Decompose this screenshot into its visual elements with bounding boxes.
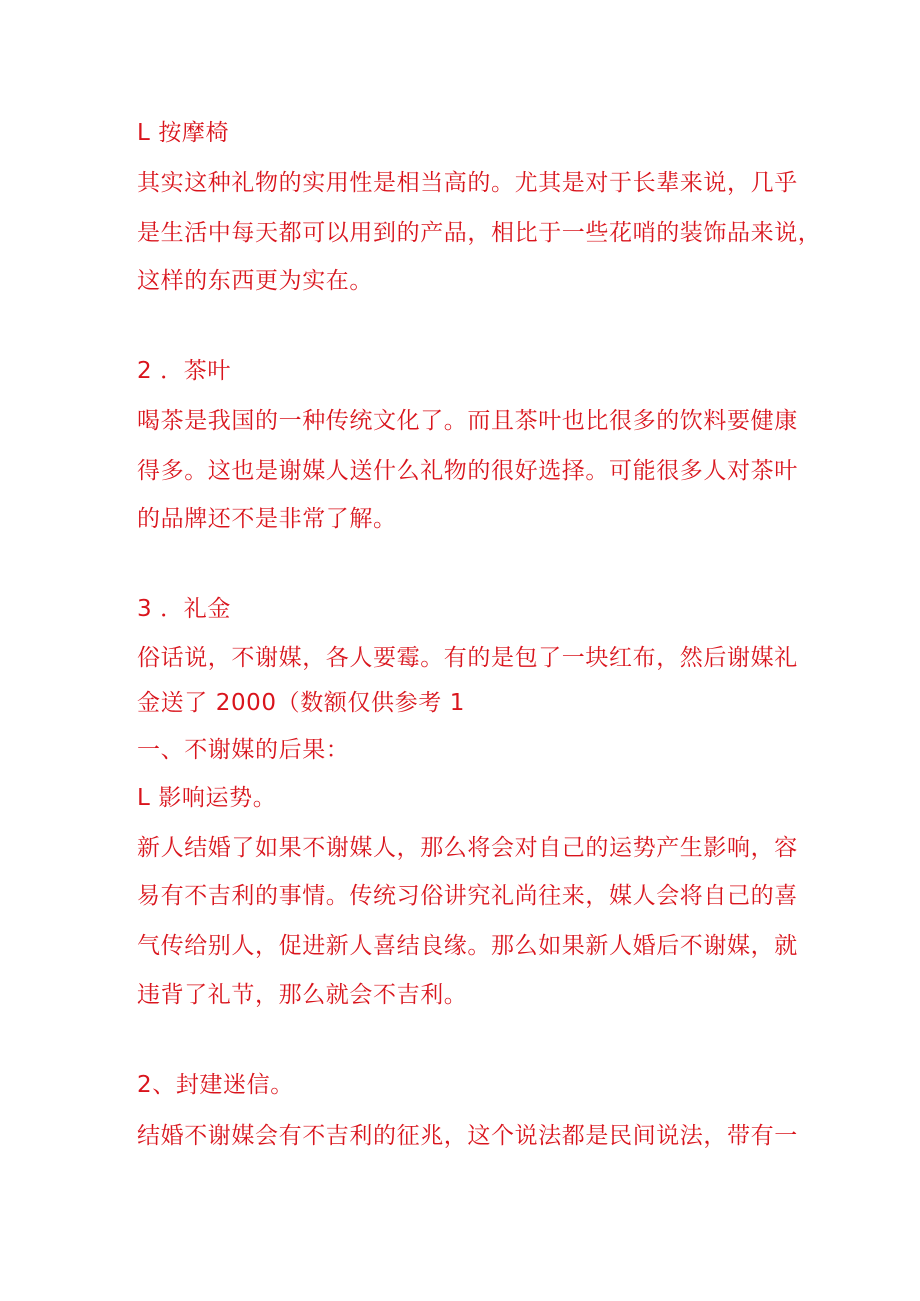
paragraph-line: 金送了 2000（数额仅供参考 1 [137, 690, 465, 716]
paragraph-line: 是生活中每天都可以用到的产品，相比于一些花哨的装饰品来说， [137, 220, 822, 246]
heading-tea: 2 ．茶叶 [137, 358, 231, 384]
paragraph-line: 俗话说，不谢媒，各人要霉。有的是包了一块红布，然后谢媒礼 [137, 645, 798, 671]
paragraph-line: 易有不吉利的事情。传统习俗讲究礼尚往来，媒人会将自己的喜 [137, 883, 798, 909]
heading-massage-chair: L 按摩椅 [137, 120, 230, 146]
paragraph-line: 新人结婚了如果不谢媒人，那么将会对自己的运势产生影响，容 [137, 835, 798, 861]
paragraph-line: 其实这种礼物的实用性是相当高的。尤其是对于长辈来说，几乎 [137, 170, 798, 196]
heading-gift-money: 3 ．礼金 [137, 596, 231, 622]
paragraph-line: 得多。这也是谢媒人送什么礼物的很好选择。可能很多人对茶叶 [137, 458, 798, 484]
section-heading-consequences: 一、不谢媒的后果： [137, 737, 350, 763]
paragraph-line: 这样的东西更为实在。 [137, 268, 373, 294]
paragraph-line: 喝茶是我国的一种传统文化了。而且茶叶也比很多的饮料要健康 [137, 408, 798, 434]
paragraph-line: 气传给别人，促进新人喜结良缘。那么如果新人婚后不谢媒，就 [137, 933, 798, 959]
paragraph-line: 的品牌还不是非常了解。 [137, 506, 397, 532]
paragraph-line: 结婚不谢媒会有不吉利的征兆，这个说法都是民间说法，带有一 [137, 1123, 798, 1149]
paragraph-line: 违背了礼节，那么就会不吉利。 [137, 982, 468, 1008]
subheading-fortune: L 影响运势。 [137, 785, 277, 811]
subheading-superstition: 2、封建迷信。 [137, 1072, 294, 1098]
